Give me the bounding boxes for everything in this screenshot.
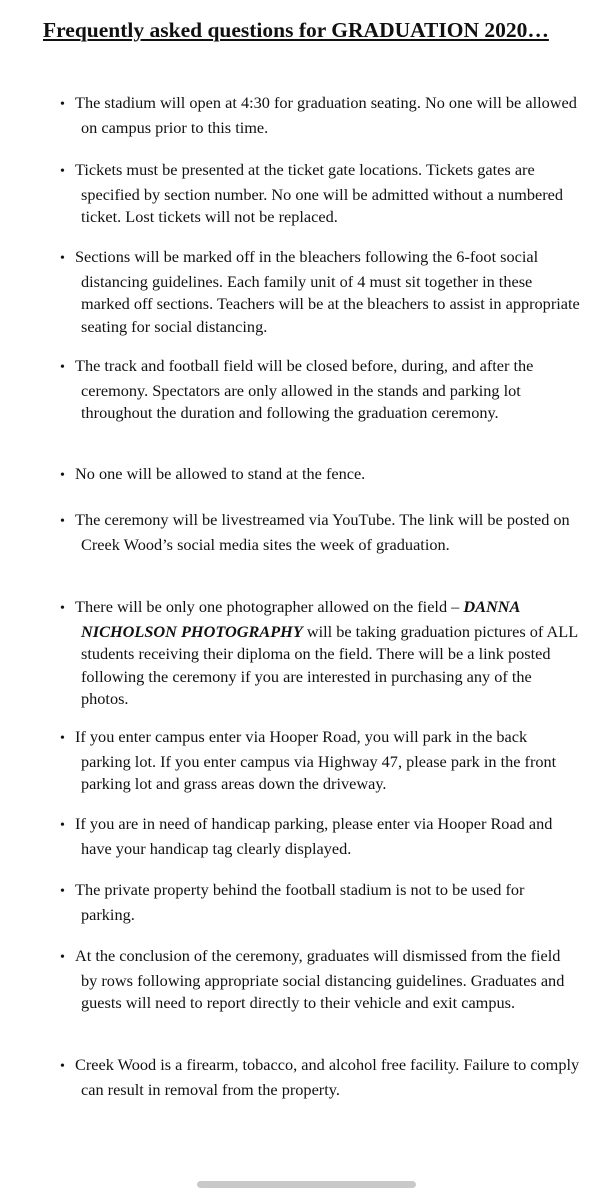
faq-item-text: Sections will be marked off in the bleachers following the 6-foot social distancing guidelines. Each family unit of 4 must sit together in these marked off sections. Teachers will be at the bleachers to assist in appropriate seating for social distancing. bbox=[75, 247, 580, 336]
faq-item bbox=[60, 463, 580, 488]
faq-item-text: The stadium will open at 4:30 for graduation seating. No one will be allowed on campus prior to this time. bbox=[75, 93, 577, 137]
faq-item-text: If you enter campus enter via Hooper Road, you will park in the back parking lot. If you enter campus via Highway 47, please park in the front parking lot and grass areas down the driveway. bbox=[75, 727, 557, 793]
faq-item-text: The track and football field will be closed before, during, and after the ceremony. Spectators are only allowed in the stands and parking lot throughout the duration and following the graduation ceremony. bbox=[75, 356, 534, 422]
bullet-icon: • bbox=[60, 818, 65, 833]
bullet-icon: • bbox=[60, 251, 65, 266]
faq-item bbox=[60, 813, 580, 860]
faq-item-text: Tickets must be presented at the ticket gate locations. Tickets gates are specified by section number. No one will be admitted without a numbered ticket. Lost tickets will not be replaced. bbox=[75, 160, 563, 226]
bullet-icon: • bbox=[60, 1059, 65, 1074]
bullet-icon: • bbox=[60, 97, 65, 112]
faq-item bbox=[60, 879, 580, 926]
bullet-icon: • bbox=[60, 950, 65, 965]
bullet-icon: • bbox=[60, 884, 65, 899]
faq-item bbox=[60, 1054, 580, 1101]
faq-item-text: The private property behind the football stadium is not to be used for parking. bbox=[75, 880, 525, 924]
bullet-icon: • bbox=[60, 360, 65, 375]
bullet-icon: • bbox=[60, 514, 65, 529]
faq-item bbox=[60, 945, 580, 1015]
faq-item bbox=[60, 726, 580, 796]
faq-item-text-after: will be taking graduation pictures of ALL students receiving their diploma on the field. There will be a link posted following the ceremony if you are interested in purchasing any of the photos. bbox=[81, 621, 578, 708]
faq-item bbox=[60, 355, 580, 425]
faq-item-text: No one will be allowed to stand at the fence. bbox=[75, 464, 366, 483]
faq-item-text: The ceremony will be livestreamed via YouTube. The link will be posted on Creek Wood’s social media sites the week of graduation. bbox=[75, 510, 570, 554]
faq-item bbox=[60, 92, 580, 139]
document-title: Frequently asked questions for GRADUATION 2020… bbox=[43, 18, 549, 42]
bullet-icon: • bbox=[60, 164, 65, 179]
faq-item bbox=[60, 159, 580, 229]
photographer-name: DANNA NICHOLSON PHOTOGRAPHY bbox=[81, 597, 520, 641]
bullet-icon: • bbox=[60, 601, 65, 616]
bullet-icon: • bbox=[60, 731, 65, 746]
faq-item-text: At the conclusion of the ceremony, graduates will dismissed from the field by rows following appropriate social distancing guidelines. Graduates and guests will need to report directly to their vehicle and exit campus. bbox=[75, 946, 565, 1012]
faq-item bbox=[60, 246, 580, 338]
faq-item bbox=[60, 509, 580, 556]
home-indicator[interactable] bbox=[197, 1181, 416, 1188]
bullet-icon: • bbox=[60, 468, 65, 483]
faq-item bbox=[60, 596, 580, 711]
faq-item-text: Creek Wood is a firearm, tobacco, and alcohol free facility. Failure to comply can result in removal from the property. bbox=[75, 1055, 580, 1099]
faq-item-text-before: There will be only one photographer allowed on the field – bbox=[75, 597, 464, 616]
faq-item-text: If you are in need of handicap parking, please enter via Hooper Road and have your handicap tag clearly displayed. bbox=[75, 814, 553, 858]
